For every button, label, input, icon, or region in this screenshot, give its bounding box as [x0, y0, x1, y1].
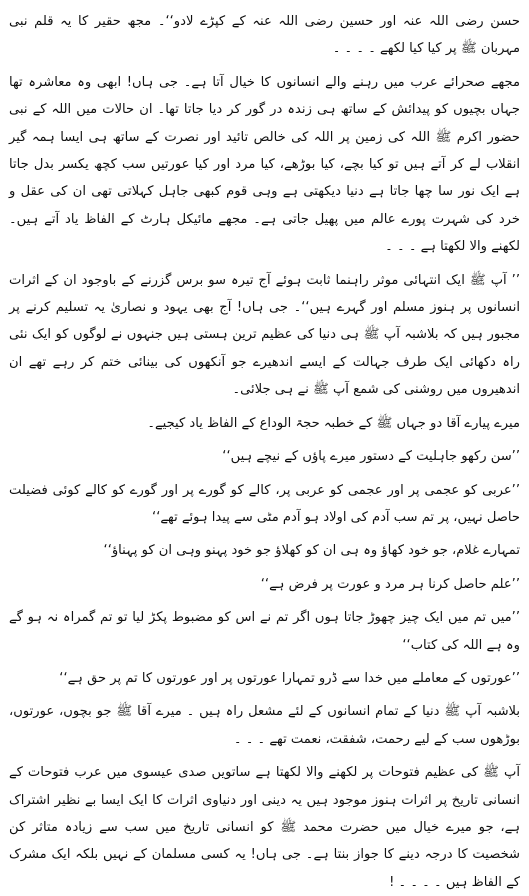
- paragraph-6: آپ ﷺ کی عظیم فتوحات پر لکھنے والا لکھتا ہے ساتویں صدی عیسوی میں عرب فتوحات کے انسانی تاریخ پر اثرات ہنوز موجود ہیں یہ دینی اور دنیاوی اثرات کا ایک ایسا بے نظیر اشتراک ہے، جو میرے خیال میں حضرت محمد ﷺ کو انسانی تاریخ میں سب سے زیادہ متاثر کن شخصیت کا درجہ دینے کا جواز بنتا ہے۔ جی ہاں! یہ کسی مسلمان کے نہیں بلکہ ایک مشرک کے الفاظ ہیں ۔ ۔ ۔ ۔ !: [9, 765, 520, 890]
- quote-6: ’’عورتوں کے معاملے میں خدا سے ڈرو تمہارا عورتوں پر اور عورتوں کا تم پر حق ہے‘‘: [59, 670, 520, 686]
- quote-3: تمہارے غلام، جو خود کھاؤ وہ ہی ان کو کھلاؤ جو خود پہنو وہی ان کو پہناؤ‘‘: [103, 543, 520, 559]
- quote-2: ’’عربی کو عجمی پر اور عجمی کو عربی پر، کالے کو گورے پر اور گورے کو کالے کوئی فضیلت حاصل نہیں، پر تم سب آدم کی اولاد ہو آدم مٹی سے پیدا ہوئے تھے‘‘: [9, 482, 520, 525]
- quote-4: ’’علم حاصل کرنا ہر مرد و عورت پر فرض ہے‘‘: [260, 576, 520, 592]
- paragraph-1: حسن رضی اللہ عنہ اور حسین رضی اللہ عنہ کے کپڑے لادو‘‘۔ مجھ حقیر کا یہ قلم نبی مہربان ﷺ پر کیا کیا لکھے ۔ ۔ ۔ ۔: [9, 14, 520, 57]
- paragraph-5: بلاشبہ آپ ﷺ دنیا کے تمام انسانوں کے لئے مشعل راہ ہیں ۔ میرے آقا ﷺ جو بچوں، عورتوں، بوڑھوں سب کے لیے رحمت، شفقت، نعمت تھے ۔ ۔ ۔: [9, 704, 520, 747]
- paragraph-3: ’’ آپ ﷺ ایک انتہائی موثر راہنما ثابت ہوئے آج تیرہ سو برس گزرنے کے باوجود ان کے اثرات انسانوں پر ہنوز مسلم اور گہرے ہیں‘‘۔ جی ہاں! آج بھی یہود و نصاریٰ یہ تسلیم کرنے پر مجبور ہیں کہ بلاشبہ آپ ﷺ ہی دنیا کی عظیم ترین ہستی ہیں جنہوں نے لوگوں کو ایک نئی راہ دکھائی ایک طرف جہالت کے ایسے اندھیرے جو آنکھوں کی بینائی ختم کر رہے تھے ان اندھیروں میں روشنی کی شمع آپ ﷺ نے ہی جلائی۔: [9, 272, 520, 398]
- quote-5: ’’میں تم میں ایک چیز چھوڑ جاتا ہوں اگر تم نے اس کو مضبوط پکڑ لیا تو تم گمراہ نہ ہو گے وہ ہے اللہ کی کتاب‘‘: [9, 610, 520, 653]
- paragraph-2: مجھے صحرائے عرب میں رہنے والے انسانوں کا خیال آتا ہے۔ جی ہاں! ابھی وہ معاشرہ تھا جہاں بچیوں کو پیدائش کے ساتھ ہی زندہ در گور کر دیا جاتا تھا۔ ان حالات میں اللہ کے نبی حضور اکرم ﷺ اللہ کی زمین پر اللہ کی خالص تائید اور نصرت کے ساتھ ہی ایسا ہمہ گیر انقلاب لے کر آتے ہیں تو کیا بچے، کیا بوڑھے، کیا مرد اور کیا عورتیں سب کچھ یکسر بدل جاتا ہے ایک نور سا چھا جاتا ہے دنیا دیکھتی ہے وہی قوم کبھی جاہل کہلاتی تھی ان کی عقل و خرد کی شہرت پورے عالم میں پھیل جاتی ہے۔ مجھے مائیکل ہارٹ کے الفاظ یاد آتے ہیں۔ لکھنے والا لکھتا ہے ۔ ۔ ۔: [9, 74, 520, 255]
- quote-1: ’’سن رکھو جاہلیت کے دستور میرے پاؤں کے نیچے ہیں‘‘: [222, 449, 520, 465]
- paragraph-4: میرے پیارے آقا دو جہاں ﷺ کے خطبہ حجۃ الوداع کے الفاظ یاد کیجیے۔: [147, 415, 520, 431]
